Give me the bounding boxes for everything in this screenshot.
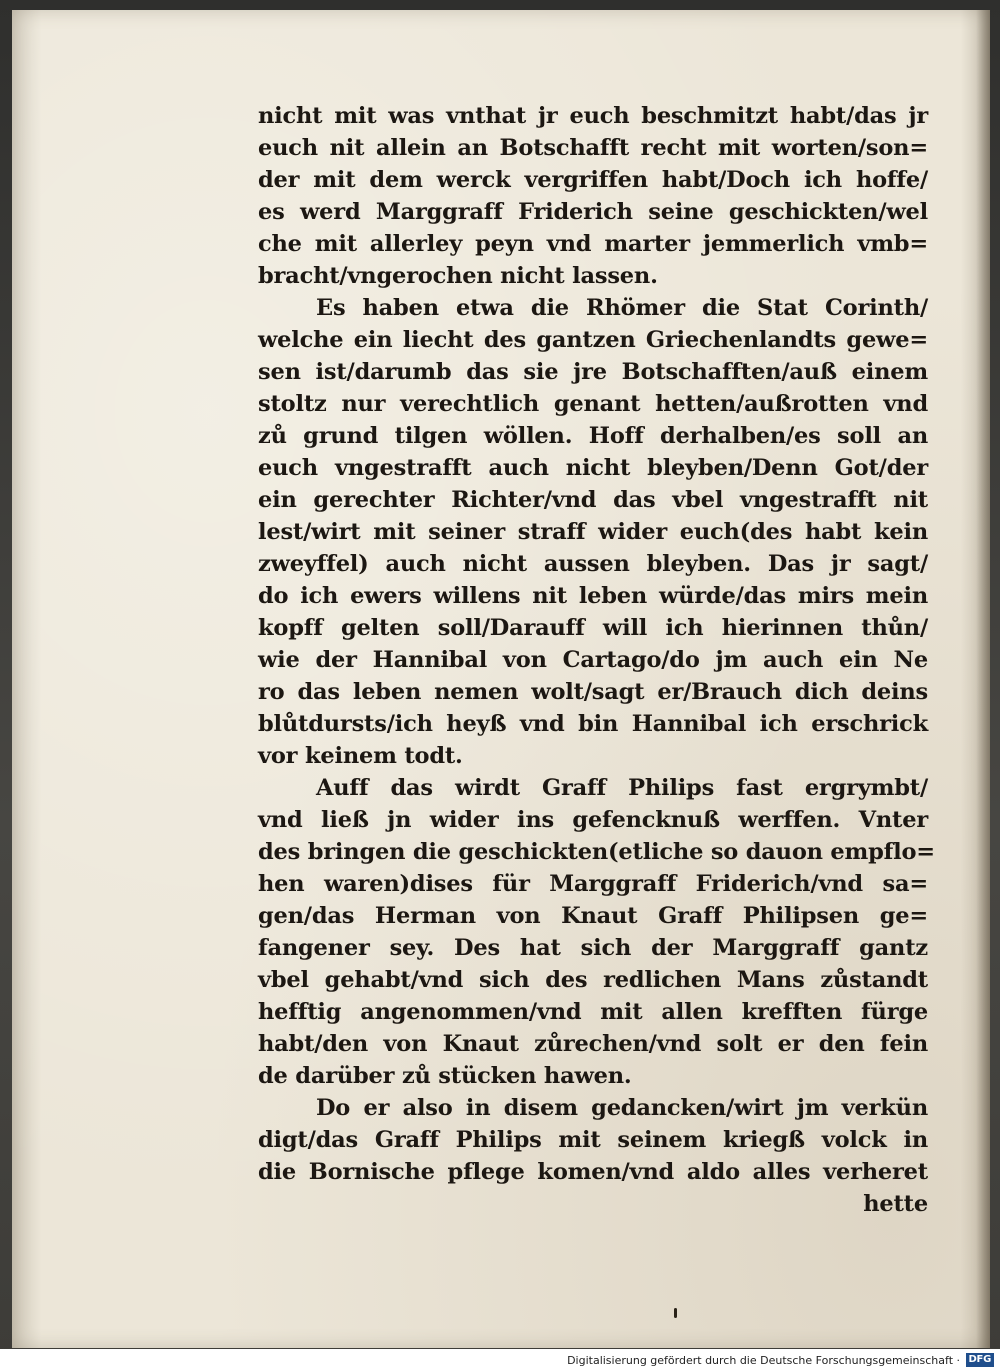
text-line: sen ist/darumb das sie jre Botschafften/auß einem bbox=[258, 359, 928, 385]
text-line: die Bornische pflege komen/vnd aldo alles verheret bbox=[258, 1159, 928, 1185]
paragraph-first-line: Do er also in disem gedancken/wirt jm verkün bbox=[316, 1095, 928, 1121]
text-line: des bringen die geschickten(etliche so dauon empflo= bbox=[258, 839, 935, 865]
text-line: kopff gelten soll/Darauff will ich hierinnen thůn/ bbox=[258, 615, 928, 641]
text-line: gen/das Herman von Knaut Graff Philipsen ge= bbox=[258, 903, 928, 929]
text-line: zweyffel) auch nicht aussen bleyben. Das jr sagt/ bbox=[258, 551, 928, 577]
dfg-logo: DFG bbox=[966, 1353, 994, 1367]
text-line: hen waren)dises für Marggraff Friderich/vnd sa= bbox=[258, 871, 928, 897]
text-line: bracht/vngerochen nicht lassen. bbox=[258, 263, 658, 289]
text-line: nicht mit was vnthat jr euch beschmitzt habt/das jr bbox=[258, 103, 928, 129]
text-line: digt/das Graff Philips mit seinem kriegß volck in bbox=[258, 1127, 928, 1153]
text-line: stoltz nur verechtlich genant hetten/außrotten vnd bbox=[258, 391, 928, 417]
ink-speck bbox=[674, 1308, 677, 1318]
text-line: es werd Marggraff Friderich seine geschickten/wel bbox=[258, 199, 928, 225]
text-line: ein gerechter Richter/vnd das vbel vngestrafft nit bbox=[258, 487, 928, 513]
paragraph-first-line: Es haben etwa die Rhömer die Stat Corinth/ bbox=[316, 295, 928, 321]
text-line: lest/wirt mit seiner straff wider euch(des habt kein bbox=[258, 519, 928, 545]
text-line: che mit allerley peyn vnd marter jemmerlich vmb= bbox=[258, 231, 928, 257]
text-line: do ich ewers willens nit leben würde/das mirs mein bbox=[258, 583, 928, 609]
text-line: blůtdursts/ich heyß vnd bin Hannibal ich erschrick bbox=[258, 711, 928, 737]
text-line: de darüber zů stücken hawen. bbox=[258, 1063, 632, 1089]
catchword: hette bbox=[863, 1191, 928, 1217]
text-line: welche ein liecht des gantzen Griechenlandts gewe= bbox=[258, 327, 928, 353]
paragraph-first-line: Auff das wirdt Graff Philips fast ergrymbt/ bbox=[316, 775, 928, 801]
text-line: vor keinem todt. bbox=[258, 743, 463, 769]
funding-credit: Digitalisierung gefördert durch die Deutsche Forschungsgemeinschaft · bbox=[567, 1354, 960, 1367]
text-line: hefftig angenommen/vnd mit allen krefften fürge bbox=[258, 999, 928, 1025]
text-line: habt/den von Knaut zůrechen/vnd solt er den fein bbox=[258, 1031, 928, 1057]
text-line: euch vngestrafft auch nicht bleyben/Denn Got/der bbox=[258, 455, 928, 481]
text-line: zů grund tilgen wöllen. Hoff derhalben/es soll an bbox=[258, 423, 928, 449]
text-line: fangener sey. Des hat sich der Marggraff gantz bbox=[258, 935, 928, 961]
page-edge-shadow bbox=[976, 10, 990, 1348]
text-line: vnd ließ jn wider ins gefencknuß werffen. Vnter bbox=[258, 807, 928, 833]
text-line: der mit dem werck vergriffen habt/Doch ich hoffe/ bbox=[258, 167, 928, 193]
text-line: wie der Hannibal von Cartago/do jm auch ein Ne bbox=[258, 647, 928, 673]
text-line: vbel gehabt/vnd sich des redlichen Mans zůstandt bbox=[258, 967, 928, 993]
text-line: euch nit allein an Botschafft recht mit worten/son= bbox=[258, 135, 928, 161]
text-line: ro das leben nemen wolt/sagt er/Brauch dich deins bbox=[258, 679, 928, 705]
footer-bar bbox=[0, 1349, 1000, 1371]
